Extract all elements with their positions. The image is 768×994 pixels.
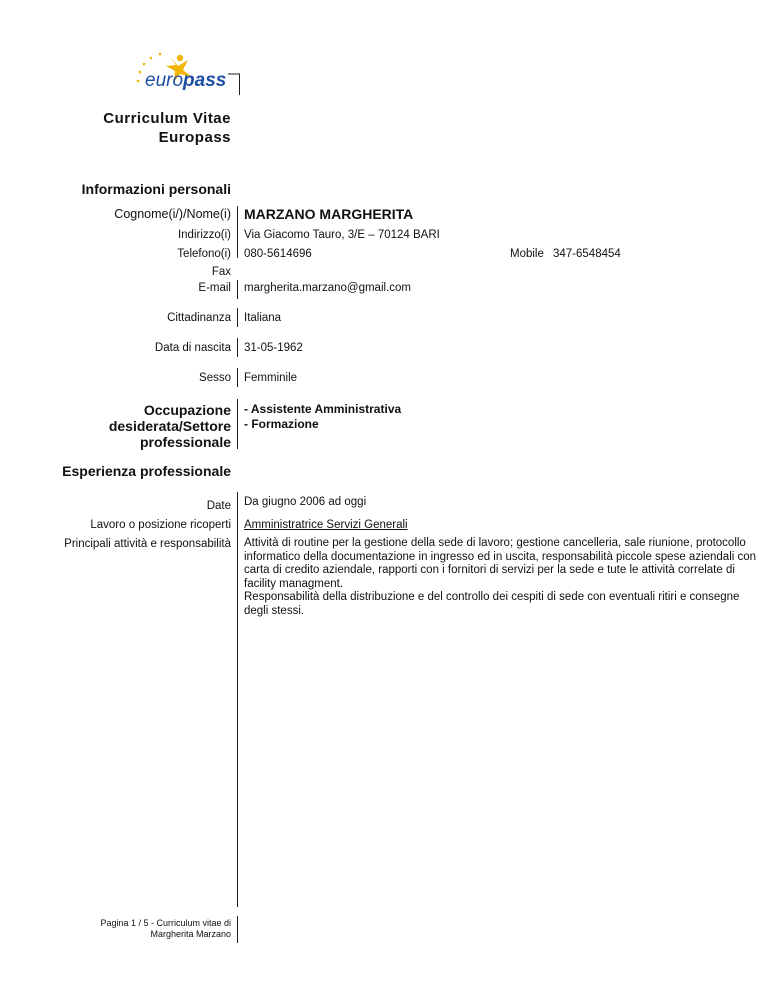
job-value: Amministratrice Servizi Generali — [244, 519, 408, 531]
cv-title-line2: Europass — [158, 129, 231, 146]
citizenship-value: Italiana — [244, 312, 282, 324]
europass-logo — [130, 50, 240, 95]
occupation-label-line1: Occupazione — [143, 402, 231, 418]
activities-line: informatico della documentazione in ingresso ed in uscita, responsabilità piccole spese aziendali con — [244, 550, 757, 563]
name-value: MARZANO MARGHERITA — [244, 206, 414, 222]
date-value: Da giugno 2006 ad oggi — [244, 496, 367, 508]
mobile-value: 347-6548454 — [553, 248, 621, 260]
sex-label: Sesso — [199, 372, 231, 384]
footer-line1: Pagina 1 / 5 - Curriculum vitae di — [100, 918, 231, 928]
activities-line: Attività di routine per la gestione della sede di lavoro; gestione cancelleria, sale riunione, protocollo — [244, 537, 746, 549]
separator-line — [237, 338, 238, 357]
occupation-label-line3: professionale — [139, 434, 231, 450]
footer-line2: Margherita Marzano — [150, 929, 231, 939]
activities-line: Responsabilità della distribuzione e del controllo dei cespiti di sede con eventuali ritiri e consegne — [244, 591, 740, 603]
occupation-label — [109, 402, 231, 450]
personal-info-heading: Informazioni personali — [81, 181, 231, 197]
activities-line: degli stessi. — [244, 604, 305, 617]
activities-line: carta di credito aziendale, rapporti con i fornitori di servizi per la sede e tute le attività correlate di — [244, 564, 735, 576]
name-label: Cognome(i/)/Nome(i) — [114, 207, 231, 221]
occupation-value-line2: - Formazione — [244, 417, 319, 431]
mobile-label: Mobile — [510, 248, 544, 260]
job-label: Lavoro o posizione ricoperti — [90, 519, 231, 531]
phone-label: Telefono(i) — [177, 248, 231, 260]
address-label: Indirizzo(i) — [177, 229, 231, 241]
cv-title-line1: Curriculum Vitae — [103, 110, 231, 127]
activities-text — [244, 537, 756, 618]
sex-value: Femminile — [244, 372, 298, 384]
separator-line — [237, 206, 238, 258]
email-label: E-mail — [198, 282, 231, 294]
logo-text-euro: euro — [145, 70, 184, 91]
occupation-label-line2: desiderata/Settore — [108, 418, 231, 434]
fax-label: Fax — [211, 266, 231, 278]
address-value: Via Giacomo Tauro, 3/E – 70124 BARI — [244, 229, 440, 241]
separator-line — [237, 916, 238, 943]
phone-value: 080-5614696 — [244, 248, 312, 260]
separator-line — [237, 399, 238, 449]
separator-line — [237, 492, 238, 907]
logo-text-pass: pass — [183, 70, 227, 91]
date-label: Date — [206, 500, 231, 512]
page-footer — [100, 918, 231, 940]
email-value: margherita.marzano@gmail.com — [244, 282, 411, 294]
activities-label: Principali attività e responsabilità — [64, 538, 231, 550]
separator-line — [237, 368, 238, 387]
occupation-value — [244, 402, 401, 432]
birth-label: Data di nascita — [154, 342, 231, 354]
activities-line: facility managment. — [244, 577, 344, 590]
separator-line — [237, 308, 238, 327]
occupation-value-line1: - Assistente Amministrativa — [244, 402, 402, 416]
cv-title — [103, 109, 231, 147]
separator-line — [237, 280, 238, 299]
experience-heading: Esperienza professionale — [62, 463, 231, 479]
citizenship-label: Cittadinanza — [167, 312, 231, 324]
birth-value: 31-05-1962 — [244, 342, 303, 354]
